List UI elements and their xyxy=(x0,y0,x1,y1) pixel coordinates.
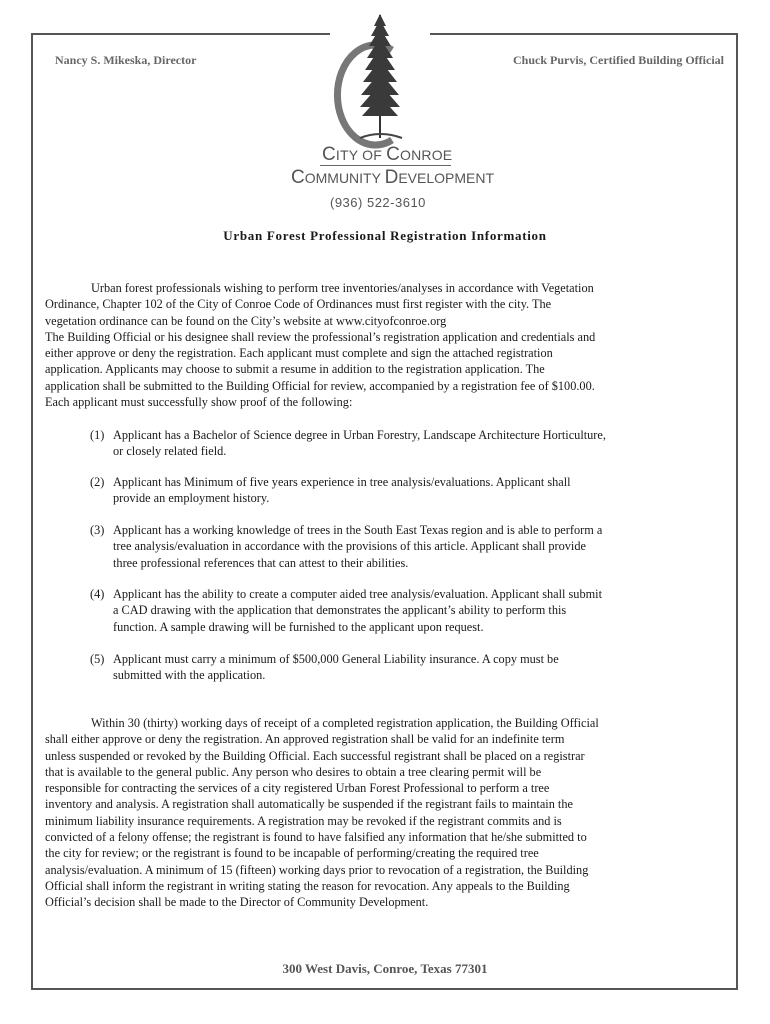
director-name: Nancy S. Mikeska, Director xyxy=(55,53,197,67)
footer-address: 300 West Davis, Conroe, Texas 77301 xyxy=(282,961,488,976)
list-item: (4) Applicant has the ability to create a computer aided tree analysis/evaluation. Applicant shall submit a CAD drawing with the application that demonstrates the applicant’s ability to perform this function. A sample drawing will be furnished to the applicant upon request. xyxy=(90,587,602,634)
city-tree-logo-icon xyxy=(330,10,430,155)
requirements-list xyxy=(90,427,730,697)
department-name: COMMUNITY DEVELOPMENT xyxy=(291,167,495,188)
list-item: (1) Applicant has a Bachelor of Science degree in Urban Forestry, Landscape Architecture Horticulture, or closely related field. xyxy=(90,428,606,459)
page-title: Urban Forest Professional Registration Information xyxy=(223,228,547,243)
building-official-name: Chuck Purvis, Certified Building Official xyxy=(512,53,724,67)
list-item: (2) Applicant has Minimum of five years experience in tree analysis/evaluations. Applicant shall provide an employment history. xyxy=(90,475,571,506)
logo-divider xyxy=(320,165,451,166)
closing-paragraph: Within 30 (thirty) working days of receipt of a completed registration application, the Building Official shall either approve or deny the registration. An approved registration shall be valid for an indefinite term unless suspended or revoked by the Building Official. Each successful registrant shall be placed on a registrar that is available to the general public. Any person who desires to obtain a tree clearing permit will be responsible for contracting the services of a city registered Urban Forest Professional to perform a tree inventory and analysis. A registration shall automatically be suspended if the registrant fails to maintain the minimum liability insurance requirements. A registration may be revoked if the registrant commits and is convicted of a felony offense; the registrant is found to have falsified any information that he/she submitted to the city for review; or the registrant is found to be incapable of performing/creating the required tree analysis/evaluation. A minimum of 15 (fifteen) working days prior to revocation of a registration, the Building Official shall inform the registrant in writing stating the reason for revocation. Any appeals to the Building Official’s decision shall be made to the Director of Community Development. xyxy=(45,716,599,910)
intro-paragraph: Urban forest professionals wishing to perform tree inventories/analyses in accordance with Vegetation Ordinance, Chapter 102 of the City of Conroe Code of Ordinances must first register with the city. The vegetation ordinance can be found on the City’s website at www.cityofconroe.org The Building Official or his designee shall review the professional’s registration application and credentials and either approve or deny the registration. Each applicant must complete and sign the attached registration application. Applicants may choose to submit a resume in addition to the registration application. The application shall be submitted to the Building Official for review, accompanied by a registration fee of $100.00. Each applicant must successfully show proof of the following: xyxy=(45,281,596,410)
phone-number: (936) 522-3610 xyxy=(330,195,426,210)
list-item: (5) Applicant must carry a minimum of $500,000 General Liability insurance. A copy must be submitted with the application. xyxy=(90,652,559,683)
list-item: (3) Applicant has a working knowledge of trees in the South East Texas region and is able to perform a tree analysis/evaluation in accordance with the provisions of this article. Applicant shall provide three professional references that can attest to their abilities. xyxy=(90,523,603,570)
city-name: CITY OF CONROE xyxy=(322,144,453,165)
